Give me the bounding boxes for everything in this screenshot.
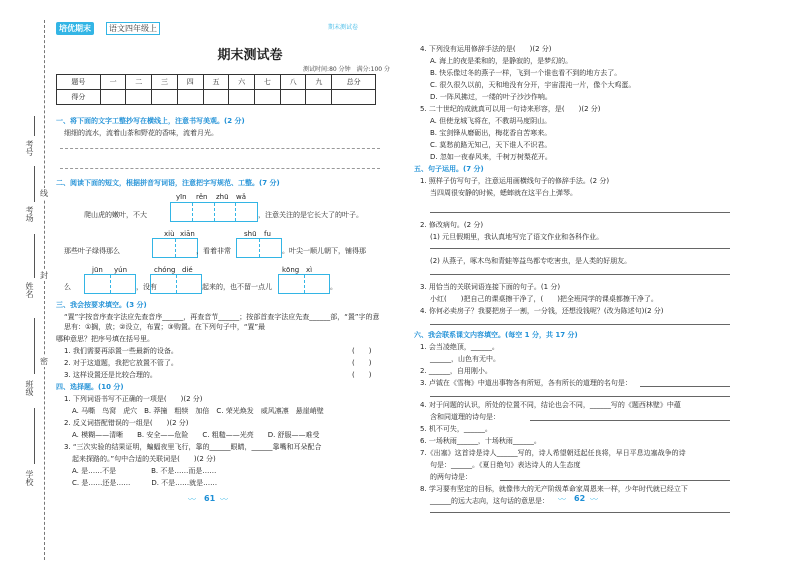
binding-field-line xyxy=(34,318,35,374)
passage-line: 。叶尖一顺儿朝下，铺得那 xyxy=(282,247,366,255)
question: 1. 下列词语书写不正确的一项是( )(2 分) xyxy=(64,395,203,403)
pinyin: rěn xyxy=(196,193,208,201)
fill-item: 的两句诗是： xyxy=(430,473,472,481)
section-3-heading: 三、我会按要求填空。(3 分) xyxy=(56,301,147,309)
char-grid[interactable] xyxy=(278,274,330,294)
binding-mark-line: 线 xyxy=(40,189,48,198)
binding-label-exam-no: 考号 xyxy=(25,140,34,156)
test-info: 测试时间:80 分钟 满分:100 分 xyxy=(303,66,390,73)
char-grid[interactable] xyxy=(152,238,198,258)
passage-line: ，看着非常 xyxy=(196,247,231,255)
option: D. 忽如一夜春风来，千树万树梨花开。 xyxy=(430,153,552,161)
fill-item: 6. 一场秋雨______，十场秋雨______。 xyxy=(420,437,541,445)
question: 1. 照样子仿写句子，注意运用画横线句子的修辞手法。(2 分) xyxy=(420,177,610,185)
brand-logo: 培优期末 xyxy=(56,22,94,35)
score-cell: 九 xyxy=(306,75,332,90)
question: 2. 修改病句。(2 分) xyxy=(420,221,484,229)
char-grid[interactable] xyxy=(150,274,202,294)
answer-paren[interactable]: ( ) xyxy=(352,359,372,367)
answer-line[interactable] xyxy=(60,148,380,149)
answer-line[interactable] xyxy=(430,212,730,213)
score-input-cell[interactable] xyxy=(255,90,281,105)
question: 4. 你何必卖房子？我要把房子一割，一分钱，还想没钱呢？(改为陈述句)(2 分) xyxy=(420,307,664,315)
brand-subject: 语文四年级上 xyxy=(106,22,160,35)
binding-mark-secret: 密 xyxy=(40,357,48,366)
option: A. 是……不是 B. 不是……而是…… xyxy=(72,467,217,475)
answer-line[interactable] xyxy=(530,420,730,421)
pinyin: shū xyxy=(244,230,257,238)
answer-line[interactable] xyxy=(430,324,730,325)
answer-paren[interactable]: ( ) xyxy=(352,347,372,355)
section-1-heading: 一、将下面的文字工整抄写在横线上，注意书写美观。(2 分) xyxy=(56,117,245,125)
question: 3. “三次实验的结果证明，蝙蝠夜里飞行，靠的______眼睛，______靠嘴和耳朵配合 xyxy=(64,443,322,451)
answer-line[interactable] xyxy=(430,248,730,249)
binding-label-exam-room: 考场 xyxy=(25,206,34,222)
pinyin: xì xyxy=(306,266,313,274)
score-input-cell[interactable] xyxy=(203,90,229,105)
fill-item: 7.《出塞》这首诗是诗人______写的，诗人希望朝廷起任良将，早日平息边塞战争的诗 xyxy=(420,449,686,457)
fill-item: 3. 这样设置还是比较合理的。 xyxy=(64,371,157,379)
fill-item: ______，山色有无中。 xyxy=(430,355,500,363)
score-input-cell[interactable] xyxy=(280,90,306,105)
char-grid[interactable] xyxy=(170,202,258,222)
wave-decoration: 〰 xyxy=(590,495,598,504)
question: 起来探路的。”句中合适的关联词是( )(2 分) xyxy=(72,455,216,463)
option: A. 模糊——清晰 B. 安全——危险 C. 粗糙——光亮 D. 舒服——难受 xyxy=(72,431,320,439)
passage-line: 么 xyxy=(64,283,71,291)
section-1-text: 细细的流水，流着山茶和野花的香味，流着月光。 xyxy=(64,129,218,137)
pinyin: chóng xyxy=(154,266,176,274)
option: C. 很久很久以前，天和地没有分开，宇宙混沌一片，像个大鸡蛋。 xyxy=(430,81,636,89)
binding-field-line xyxy=(34,234,35,278)
pinyin: yún xyxy=(114,266,128,274)
binding-label-school: 学校 xyxy=(25,470,34,486)
binding-dash-line xyxy=(44,20,45,560)
answer-line[interactable] xyxy=(430,396,730,397)
fill-item: 2. ______，自用刚小。 xyxy=(420,367,492,375)
wave-decoration: 〰 xyxy=(558,495,566,504)
wave-decoration: 〰 xyxy=(188,495,196,504)
score-cell: 一 xyxy=(100,75,126,90)
score-input-cell[interactable] xyxy=(229,90,255,105)
fill-item: 含和同道理的诗句是： xyxy=(430,413,500,421)
score-cell: 八 xyxy=(280,75,306,90)
score-cell: 题号 xyxy=(57,75,101,90)
fill-item: 4. 对于问题的认识，所处的位置不同，结论也会不同，______写的《题西林壁》中蕴 xyxy=(420,401,681,409)
fill-item: 5. 机不可失，______。 xyxy=(420,425,492,433)
pinyin: fu xyxy=(264,230,271,238)
pinyin: wǎ xyxy=(236,193,247,201)
corner-mark: 期末测试卷 xyxy=(328,24,359,31)
passage-line: ，没有 xyxy=(136,283,157,291)
option: D. 一阵风拂过，一缕的叶子沙沙作响。 xyxy=(430,93,552,101)
question-text: 小红( )把自己的课桌擦干净了，( )把全班同学的课桌都擦干净了。 xyxy=(430,295,658,303)
answer-line[interactable] xyxy=(60,168,380,169)
pinyin: xiān xyxy=(180,230,195,238)
question: 4. 下列没有运用修辞手法的是( )(2 分) xyxy=(420,45,552,53)
fill-item: 3. 卢钺在《雪梅》中道出事物各有所短，各有所长的道理的名句是： xyxy=(420,379,632,387)
score-cell: 三 xyxy=(152,75,178,90)
score-table xyxy=(56,74,376,105)
score-cell: 二 xyxy=(126,75,152,90)
answer-paren[interactable]: ( ) xyxy=(352,371,372,379)
score-input-cell[interactable] xyxy=(152,90,178,105)
section-3-text: “置”字按音序查字法应先查音序______，再查音节______；按部首查字法应先查______部，“置”字的意思有：①搁，放；②设立，布置；③购置。在下列句子中，“置”最 xyxy=(64,313,380,331)
binding-label-name: 姓名 xyxy=(25,282,34,298)
option: A. 但使龙城飞将在，不教胡马度阴山。 xyxy=(430,117,552,125)
binding-label-class: 班级 xyxy=(25,380,34,396)
question: 2. 反义词搭配错误的一组是( )(2 分) xyxy=(64,419,189,427)
char-grid[interactable] xyxy=(84,274,136,294)
pinyin: jūn xyxy=(92,266,103,274)
option: A. 海上的夜是柔和的，是静寂的，是梦幻的。 xyxy=(430,57,573,65)
score-table-score-row xyxy=(57,90,376,105)
question-text: (1) 元旦假期里，我认真地写完了语文作业和各科作业。 xyxy=(430,233,604,241)
score-cell: 六 xyxy=(229,75,255,90)
section-2-heading: 二、阅读下面的短文，根据拼音写词语，注意把字写规范、工整。(7 分) xyxy=(56,179,280,187)
question: 5. 二十世纪的成就真可以用一句诗来形容，是( )(2 分) xyxy=(420,105,601,113)
option: C. 莫愁前路无知己，天下谁人不识君。 xyxy=(430,141,552,149)
pinyin: zhū xyxy=(216,193,229,201)
option: A. 马嘶 鸟窝 虎穴 B. 莽撞 粗犊 加倍 C. 荣光焕发 威风凛凛 悬崖峭壁 xyxy=(72,407,324,415)
binding-margin xyxy=(0,0,48,585)
score-input-cell[interactable] xyxy=(100,90,126,105)
score-input-cell[interactable] xyxy=(306,90,332,105)
char-grid[interactable] xyxy=(236,238,282,258)
pinyin: dié xyxy=(182,266,193,274)
fill-item: 1. 会当凌绝顶，______。 xyxy=(420,343,499,351)
question-text: (2) 从燕子，啄木鸟和青蛙等益鸟都专吃害虫，是人类的好朋友。 xyxy=(430,257,632,265)
binding-mark-seal: 封 xyxy=(40,271,48,280)
question: 3. 用恰当的关联词语连接下面的句子。(1 分) xyxy=(420,283,561,291)
question-text: 当四周很安静的时候，蟋蟀就在这平台上弹琴。 xyxy=(430,189,577,197)
page-number: 62 xyxy=(574,494,586,503)
option: B. 快乐像过冬的燕子一样，飞到一个谁也看不到的地方去了。 xyxy=(430,69,622,77)
passage-line: 起来的，也不留一点儿 xyxy=(202,283,272,291)
fill-item: 1. 我们需要再添置一些最新的设备。 xyxy=(64,347,178,355)
answer-line[interactable] xyxy=(640,386,730,387)
section-4-heading: 四、选择题。(10 分) xyxy=(56,383,124,391)
section-3-text: 哪种意思？把序号填在括号里。 xyxy=(56,335,154,343)
fill-item: 8. 学习要有坚定的目标，就像伟大的无产阶级革命家周恩来一样，少年时代就已经立下 xyxy=(420,485,688,493)
score-cell: 四 xyxy=(177,75,203,90)
score-input-cell[interactable] xyxy=(177,90,203,105)
fill-item: ______的远大志向，这句话的意思是： xyxy=(430,497,549,505)
page-title: 期末测试卷 xyxy=(217,48,283,63)
answer-line[interactable] xyxy=(500,480,730,481)
wave-decoration: 〰 xyxy=(220,495,228,504)
score-cell: 七 xyxy=(255,75,281,90)
score-input-cell[interactable] xyxy=(126,90,152,105)
binding-field-line xyxy=(34,408,35,464)
passage-line: 爬山虎的嫩叶，不大 xyxy=(84,211,147,219)
option: C. 是……还是…… D. 不是……就是…… xyxy=(72,479,218,487)
pinyin: kōng xyxy=(282,266,300,274)
fill-item: 2. 对于这道题，我把它放置不管了。 xyxy=(64,359,178,367)
section-5-heading: 五、句子运用。(7 分) xyxy=(414,165,484,173)
page-number: 61 xyxy=(204,494,216,503)
score-table-header-row xyxy=(57,75,376,90)
passage-line: ，注意关注的是它长大了的叶子。 xyxy=(258,211,363,219)
score-input-cell[interactable] xyxy=(332,90,376,105)
fill-item: 句是：______。《夏日绝句》表达诗人的人生态度 xyxy=(430,461,581,469)
score-cell: 五 xyxy=(203,75,229,90)
binding-field-line xyxy=(34,166,35,202)
passage-line: 。 xyxy=(330,283,337,291)
pinyin: xiù xyxy=(164,230,175,238)
score-cell: 总分 xyxy=(332,75,376,90)
option: B. 宝剑锋从磨砺出，梅花香自苦寒来。 xyxy=(430,129,552,137)
answer-line[interactable] xyxy=(430,512,730,513)
section-6-heading: 六、我会联系课文内容填空。(每空 1 分，共 17 分) xyxy=(414,331,578,339)
answer-line[interactable] xyxy=(430,274,730,275)
binding-field-line xyxy=(34,116,35,136)
score-cell: 得分 xyxy=(57,90,101,105)
pinyin: yīn xyxy=(176,193,187,201)
passage-line: 那些叶子绿得那么 xyxy=(64,247,120,255)
